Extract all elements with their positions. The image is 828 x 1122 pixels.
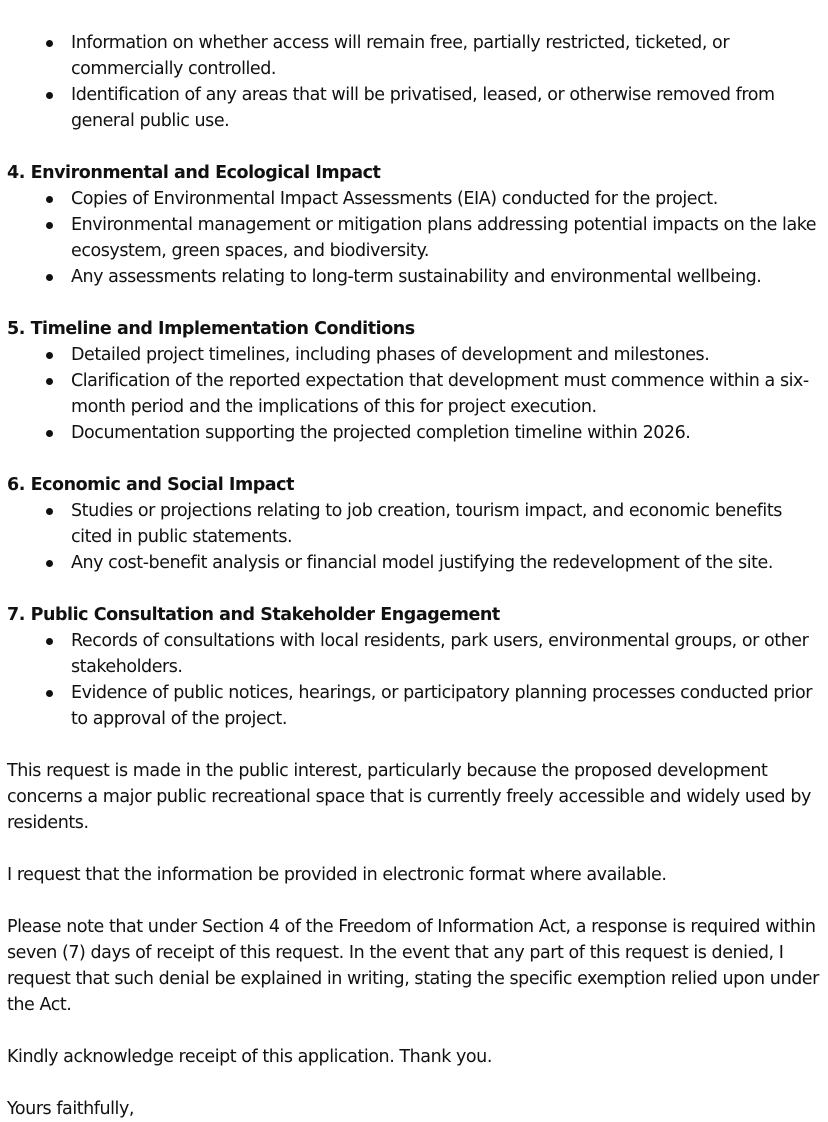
list-item [7, 550, 828, 576]
bullet-icon [46, 508, 53, 515]
bullet-icon [46, 690, 53, 697]
acknowledgement-paragraph: Kindly acknowledge receipt of this application. Thank you. [7, 1047, 492, 1067]
intro-bullet-list [7, 30, 828, 134]
list-item [7, 186, 828, 212]
bullet-icon [46, 352, 53, 359]
section-heading-environmental: 4. Environmental and Ecological Impact [7, 163, 381, 183]
public-interest-paragraph: This request is made in the public interest, particularly because the proposed development concerns a major public recreational space that is currently freely accessible and widely used by residents. [7, 761, 811, 833]
list-item [7, 368, 828, 420]
list-item [7, 212, 828, 264]
list-item-text: Detailed project timelines, including phases of development and milestones. [71, 345, 710, 365]
bullet-icon [46, 196, 53, 203]
list-item-text: Studies or projections relating to job creation, tourism impact, and economic benefits cited in public statements. [71, 501, 782, 547]
bullet-icon [46, 560, 53, 567]
list-item-text: Identification of any areas that will be privatised, leased, or otherwise removed from general public use. [71, 85, 775, 131]
list-item-text: Documentation supporting the projected completion timeline within 2026. [71, 423, 691, 443]
list-item-text: Evidence of public notices, hearings, or participatory planning processes conducted prior to approval of the project. [71, 683, 813, 729]
list-item-text: Any assessments relating to long-term sustainability and environmental wellbeing. [71, 267, 762, 287]
list-item-text: Environmental management or mitigation plans addressing potential impacts on the lake ecosystem, green spaces, and biodiversity. [71, 215, 817, 261]
list-item [7, 420, 828, 446]
electronic-format-paragraph: I request that the information be provided in electronic format where available. [7, 865, 667, 885]
bullet-icon [46, 430, 53, 437]
list-item-text: Any cost-benefit analysis or financial model justifying the redevelopment of the site. [71, 553, 773, 573]
section-heading-timeline: 5. Timeline and Implementation Conditions [7, 319, 415, 339]
list-item-text: Information on whether access will remain free, partially restricted, ticketed, or commercially controlled. [71, 33, 730, 79]
list-item [7, 342, 828, 368]
list-item [7, 30, 828, 82]
list-item [7, 264, 828, 290]
list-item [7, 680, 828, 732]
consultation-bullet-list [7, 628, 828, 732]
section-heading-economic: 6. Economic and Social Impact [7, 475, 295, 495]
bullet-icon [46, 222, 53, 229]
list-item-text: Copies of Environmental Impact Assessments (EIA) conducted for the project. [71, 189, 718, 209]
economic-bullet-list [7, 498, 828, 576]
timeline-bullet-list [7, 342, 828, 446]
list-item-text: Records of consultations with local residents, park users, environmental groups, or other stakeholders. [71, 631, 809, 677]
list-item [7, 628, 828, 680]
list-item-text: Clarification of the reported expectation that development must commence within a six-month period and the implications of this for project execution. [71, 371, 809, 417]
bullet-icon [46, 92, 53, 99]
response-deadline-paragraph: Please note that under Section 4 of the Freedom of Information Act, a response is required within seven (7) days of receipt of this request. In the event that any part of this request is denied, I request that such denial be explained in writing, stating the specific exemption relied upon under the Act. [7, 917, 819, 1015]
environmental-bullet-list [7, 186, 828, 290]
bullet-icon [46, 638, 53, 645]
closing-salutation: Yours faithfully, [7, 1099, 134, 1119]
list-item [7, 498, 828, 550]
section-heading-consultation: 7. Public Consultation and Stakeholder Engagement [7, 605, 500, 625]
bullet-icon [46, 274, 53, 281]
list-item [7, 82, 828, 134]
bullet-icon [46, 40, 53, 47]
bullet-icon [46, 378, 53, 385]
